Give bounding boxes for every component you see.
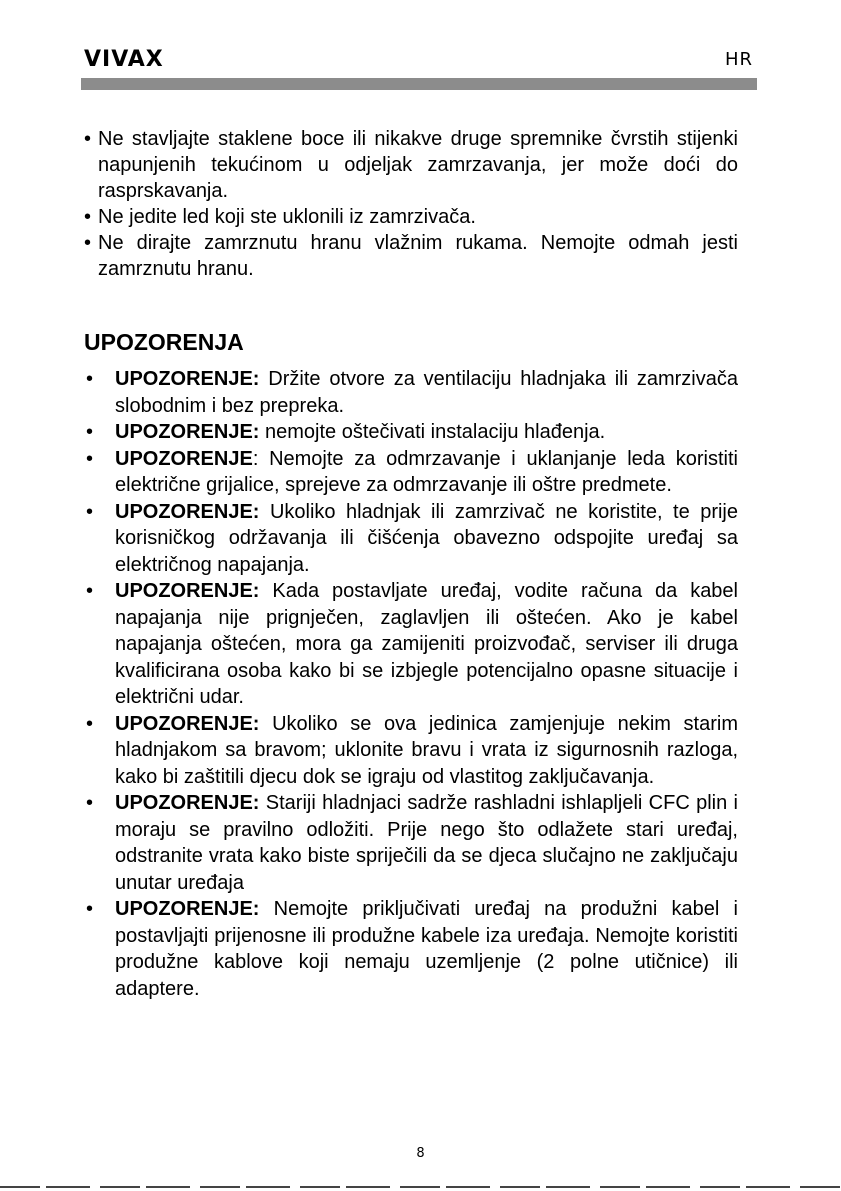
intro-text: Ne jedite led koji ste uklonili iz zamrzivača.: [98, 206, 476, 228]
warning-item: [84, 499, 738, 579]
warning-text: Kada postavljate uređaj, vodite računa da kabel napajanja nije prignječen, zaglavljen ili oštećen. Ako je kabel napajanja oštećen, mora ga zamijeniti proizvođač, serviser ili druga kvalificirana osoba kako bi se izbjegle potencijalno opasne situacije i električni udar.: [115, 580, 738, 708]
bullet-icon: •: [86, 368, 94, 390]
bullet-icon: •: [84, 232, 92, 254]
warning-lead: UPOZORENJE:: [115, 898, 260, 920]
warning-item: [84, 366, 738, 419]
warning-text: nemojte oštečivati instalaciju hlađenja.: [259, 421, 606, 443]
warning-lead: UPOZORENJE:: [115, 712, 260, 735]
list-item: [84, 126, 738, 204]
warning-lead: UPOZORENJE:: [115, 368, 260, 390]
bullet-icon: •: [84, 128, 92, 150]
bullet-icon: •: [86, 712, 94, 735]
intro-text: Ne stavljajte staklene boce ili nikakve druge spremnike čvrstih stijenki napunjenih tekućinom u odjeljak zamrzavanja, jer može doći do rasprskavanja.: [98, 128, 738, 202]
warning-item: [84, 419, 738, 446]
warning-item: [84, 790, 738, 896]
intro-text: Ne dirajte zamrznutu hranu vlažnim rukama. Nemojte odmah jesti zamrznutu hranu.: [98, 232, 738, 280]
bottom-rule: [0, 1186, 841, 1188]
warning-text: Ukoliko se ova jedinica zamjenjuje nekim starim hladnjakom sa bravom; uklonite bravu i vrata iz sigurnosnih razloga, kako bi zaštitili djecu dok se igraju od vlastitog zaključavanja.: [115, 712, 738, 788]
list-item: [84, 230, 738, 282]
bullet-icon: •: [86, 580, 94, 602]
bullet-icon: •: [86, 421, 94, 443]
warning-lead: UPOZORENJE:: [115, 421, 260, 443]
warning-item: [84, 578, 738, 711]
warning-text: Stariji hladnjaci sadrže rashladni ishlapljeli CFC plin i moraju se pravilno odložiti. Prije nego što odlažete stari uređaj, odstranite vrata kako biste spriječili da se djeca slučajno ne zaključaju unutar uređaja: [115, 792, 738, 894]
warning-text: Ukoliko hladnjak ili zamrzivač ne koristite, te prije korisničkog održavanja ili čišćenja obavezno odspojite uređaj sa električnog napajanja.: [115, 500, 738, 576]
warning-lead: UPOZORENJE: [115, 447, 253, 470]
page-number: 8: [416, 1146, 425, 1161]
bullet-icon: •: [86, 500, 94, 523]
header-bar: [81, 78, 757, 90]
warning-item: [84, 711, 738, 791]
warning-text: Nemojte priključivati uređaj na produžni kabel i postavljajti prijenosne ili produžne kabele iza uređaja. Nemojte koristiti produžne kablove koji nemaju uzemljenje (2 polne utičnice) ili adaptere.: [115, 898, 738, 1000]
bullet-icon: •: [86, 447, 94, 470]
section-title: UPOZORENJA: [84, 329, 244, 355]
list-item: [84, 204, 738, 230]
warning-lead: UPOZORENJE:: [115, 500, 260, 523]
bullet-icon: •: [86, 898, 94, 920]
warning-lead: UPOZORENJE:: [115, 580, 260, 602]
warning-item: [84, 446, 738, 499]
bullet-icon: •: [86, 792, 94, 814]
warning-text: : Nemojte za odmrzavanje i uklanjanje leda koristiti električne grijalice, sprejeve za odmrzavanje ili oštre predmete.: [115, 447, 738, 496]
warning-lead: UPOZORENJE:: [115, 792, 260, 814]
language-code: HR: [724, 49, 753, 70]
intro-list: [84, 126, 738, 282]
warning-text: Držite otvore za ventilaciju hladnjaka ili zamrzivača slobodnim i bez prepreka.: [115, 368, 738, 417]
bullet-icon: •: [84, 206, 92, 228]
brand-logo: VIVAX: [84, 47, 164, 72]
warning-item: [84, 896, 738, 1002]
warnings-list: [84, 366, 738, 1002]
